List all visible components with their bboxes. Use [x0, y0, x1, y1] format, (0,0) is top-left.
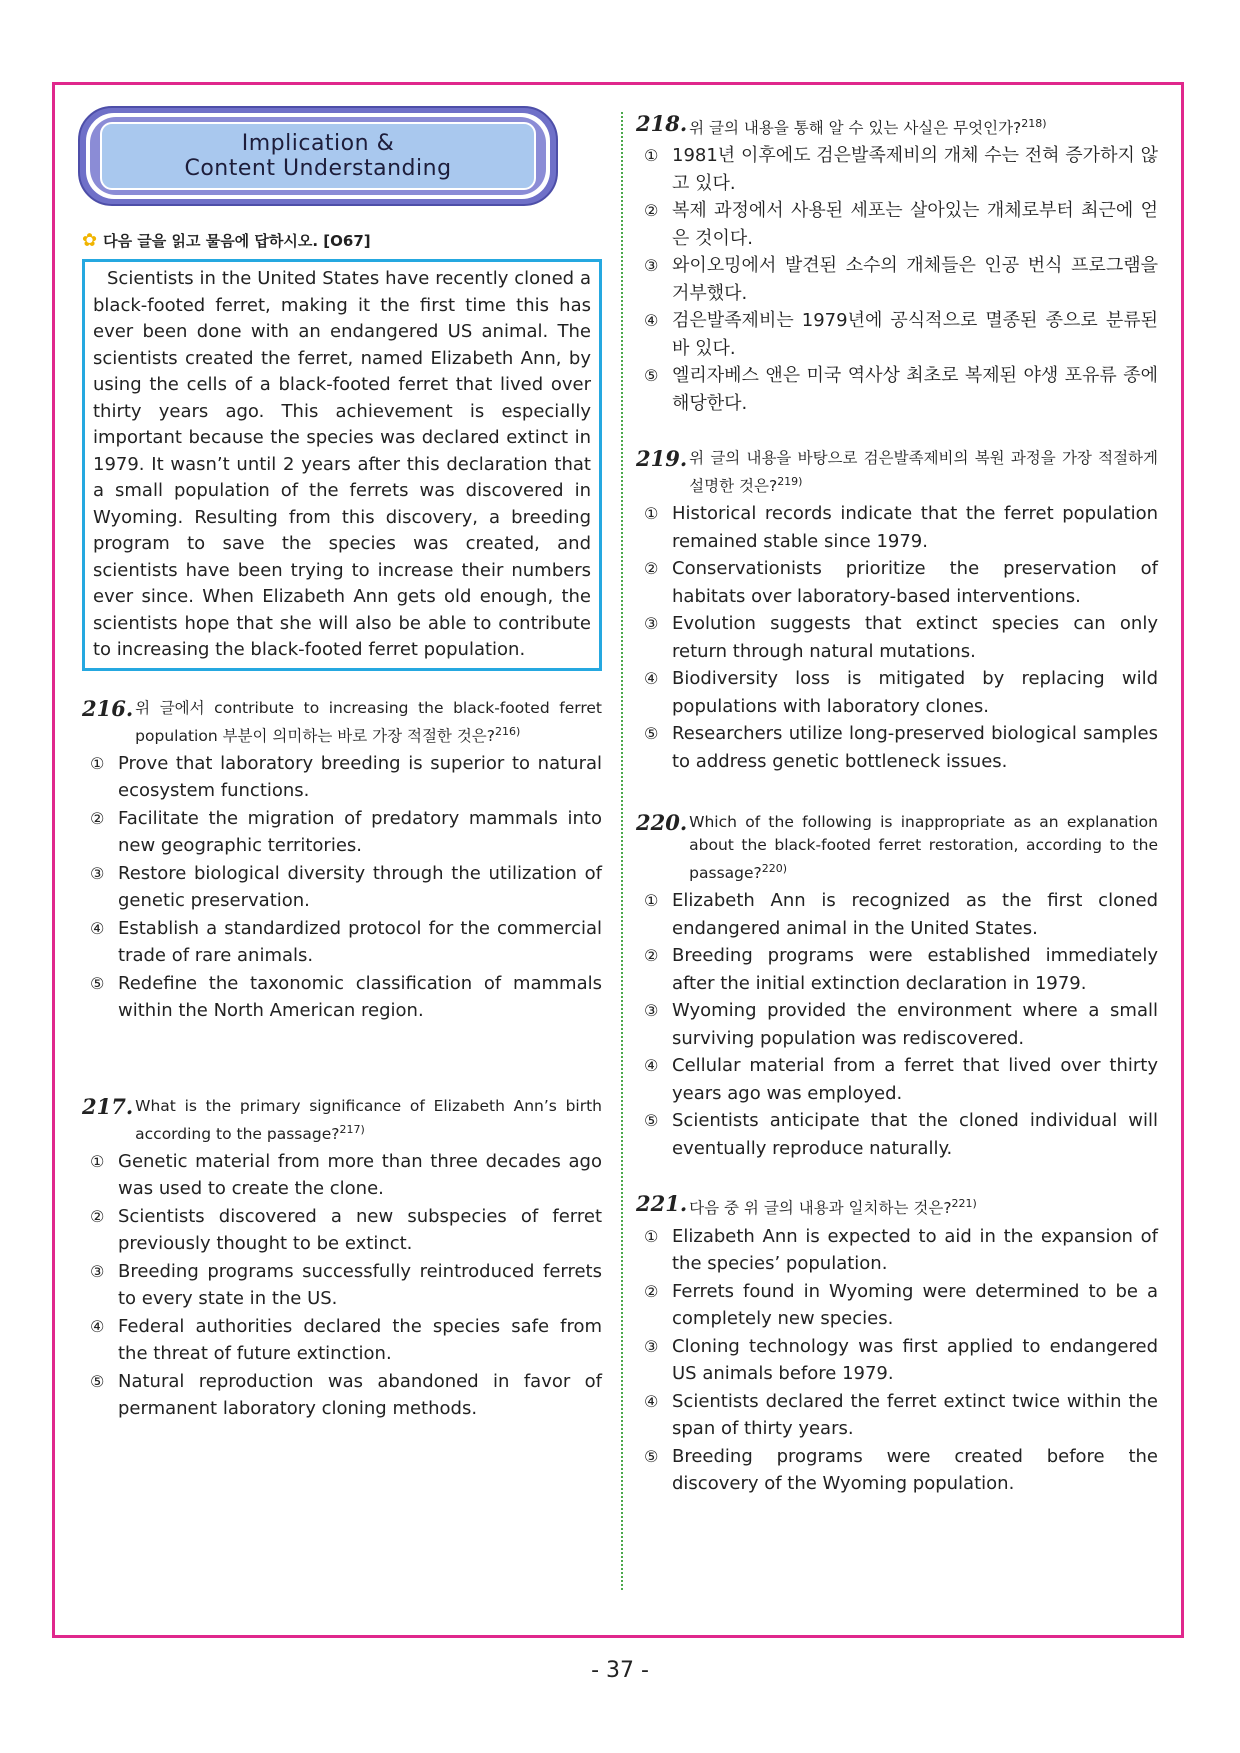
- option-3[interactable]: [82, 860, 602, 915]
- option-marker: ①: [644, 146, 659, 166]
- question-number: 219.: [636, 446, 688, 472]
- option-5[interactable]: [82, 970, 602, 1025]
- option-marker: ④: [644, 1391, 659, 1411]
- option-5[interactable]: [636, 362, 1158, 417]
- option-text: Establish a standardized protocol for the commercial trade of rare animals.: [118, 917, 602, 967]
- page-number: - 37 -: [591, 1658, 649, 1683]
- question-220: [636, 811, 1158, 1162]
- flower-icon: ✿: [82, 229, 98, 251]
- question-text: 위 글의 내용을 바탕으로 검은발족제비의 복원 과정을 가장 적절하게 설명한 것은?: [689, 449, 1158, 496]
- option-text: Scientists discovered a new subspecies of ferret previously thought to be extinct.: [118, 1205, 602, 1255]
- option-text: 와이오밍에서 발견된 소수의 개체들은 인공 번식 프로그램을 거부했다.: [672, 255, 1158, 304]
- option-marker: ⑤: [90, 973, 105, 993]
- option-text: Elizabeth Ann is expected to aid in the expansion of the species’ population.: [672, 1225, 1158, 1275]
- option-marker: ②: [644, 946, 659, 966]
- option-text: Prove that laboratory breeding is superior to natural ecosystem functions.: [118, 752, 602, 802]
- option-text: Conservationists prioritize the preservation of habitats over laboratory-based interventions.: [672, 558, 1158, 607]
- option-1[interactable]: [636, 500, 1158, 555]
- option-5[interactable]: [636, 1107, 1158, 1162]
- option-text: Scientists declared the ferret extinct twice within the span of thirty years.: [672, 1390, 1158, 1440]
- option-marker: ①: [90, 753, 105, 773]
- option-marker: ①: [90, 1151, 105, 1171]
- option-marker: ④: [90, 918, 105, 938]
- option-text: Ferrets found in Wyoming were determined to be a completely new species.: [672, 1280, 1158, 1330]
- option-marker: ③: [644, 1001, 659, 1021]
- option-marker: ④: [644, 669, 659, 689]
- option-4[interactable]: [82, 915, 602, 970]
- option-text: Biodiversity loss is mitigated by replacing wild populations with laboratory clones.: [672, 668, 1158, 717]
- option-marker: ④: [90, 1316, 105, 1336]
- option-text: Natural reproduction was abandoned in favor of permanent laboratory cloning methods.: [118, 1370, 602, 1420]
- question-217: [82, 1095, 602, 1423]
- option-text: Scientists anticipate that the cloned individual will eventually reproduce naturally.: [672, 1110, 1158, 1159]
- question-number: 221.: [636, 1191, 688, 1217]
- option-marker: ⑤: [644, 1446, 659, 1466]
- option-marker: ④: [644, 1056, 659, 1076]
- option-marker: ③: [644, 1336, 659, 1356]
- option-text: Cellular material from a ferret that lived over thirty years ago was employed.: [672, 1055, 1158, 1104]
- option-1[interactable]: [82, 1148, 602, 1203]
- option-marker: ③: [90, 1261, 105, 1281]
- option-text: 검은발족제비는 1979년에 공식적으로 멸종된 종으로 분류된 바 있다.: [672, 310, 1158, 359]
- option-2[interactable]: [636, 197, 1158, 252]
- option-text: Federal authorities declared the species safe from the threat of future extinction.: [118, 1315, 602, 1365]
- right-column: [636, 112, 1158, 1498]
- option-3[interactable]: [636, 610, 1158, 665]
- option-text: Cloning technology was first applied to endangered US animals before 1979.: [672, 1335, 1158, 1385]
- option-text: Facilitate the migration of predatory mammals into new geographic territories.: [118, 807, 602, 857]
- option-5[interactable]: [636, 1443, 1158, 1498]
- question-text: What is the primary significance of Elizabeth Ann’s birth according to the passage?: [135, 1096, 602, 1143]
- option-text: Breeding programs were established immediately after the initial extinction declaration in 1979.: [672, 945, 1158, 994]
- option-1[interactable]: [636, 142, 1158, 197]
- option-3[interactable]: [82, 1258, 602, 1313]
- option-marker: ②: [644, 559, 659, 579]
- option-text: Breeding programs were created before the discovery of the Wyoming population.: [672, 1445, 1158, 1495]
- option-text: Breeding programs successfully reintroduced ferrets to every state in the US.: [118, 1260, 602, 1310]
- footnote-ref: 219): [777, 475, 803, 489]
- option-marker: ①: [644, 891, 659, 911]
- option-4[interactable]: [636, 307, 1158, 362]
- option-1[interactable]: [82, 750, 602, 805]
- option-5[interactable]: [82, 1368, 602, 1423]
- option-2[interactable]: [636, 555, 1158, 610]
- option-marker: ③: [90, 863, 105, 883]
- option-text: Wyoming provided the environment where a small surviving population was rediscovered.: [672, 1000, 1158, 1049]
- option-1[interactable]: [636, 1223, 1158, 1278]
- option-text: Restore biological diversity through the utilization of genetic preservation.: [118, 862, 602, 912]
- question-text: Which of the following is inappropriate as an explanation about the black-footed ferret restoration, according to the passage?: [689, 813, 1158, 883]
- footnote-ref: 216): [495, 724, 521, 738]
- option-text: Elizabeth Ann is recognized as the first cloned endangered animal in the United States.: [672, 890, 1158, 939]
- option-marker: ⑤: [644, 366, 659, 386]
- option-2[interactable]: [636, 942, 1158, 997]
- left-column: [82, 106, 602, 1423]
- option-4[interactable]: [636, 1052, 1158, 1107]
- option-marker: ③: [644, 256, 659, 276]
- question-216: [82, 697, 602, 1025]
- option-text: Researchers utilize long-preserved biological samples to address genetic bottleneck issues.: [672, 723, 1158, 772]
- question-text: 다음 중 위 글의 내용과 일치하는 것은?: [689, 1199, 952, 1218]
- footnote-ref: 221): [951, 1197, 977, 1211]
- option-4[interactable]: [636, 1388, 1158, 1443]
- banner-title-line2: Content Understanding: [184, 156, 452, 181]
- option-marker: ⑤: [644, 1111, 659, 1131]
- option-2[interactable]: [82, 1203, 602, 1258]
- option-3[interactable]: [636, 252, 1158, 307]
- option-marker: ③: [644, 614, 659, 634]
- question-text: 위 글의 내용을 통해 알 수 있는 사실은 무엇인가?: [689, 119, 1022, 138]
- section-banner: [78, 106, 558, 208]
- option-1[interactable]: [636, 887, 1158, 942]
- option-text: 1981년 이후에도 검은발족제비의 개체 수는 전혀 증가하지 않고 있다.: [672, 145, 1158, 194]
- question-text: 위 글에서 contribute to increasing the black-footed ferret population 부분이 의미하는 바로 가장 적절한 것은?: [135, 698, 602, 745]
- option-5[interactable]: [636, 720, 1158, 775]
- footnote-ref: 218): [1021, 117, 1047, 130]
- column-divider: [621, 112, 623, 1590]
- question-number: 216.: [82, 695, 134, 721]
- option-2[interactable]: [636, 1278, 1158, 1333]
- option-text: Historical records indicate that the ferret population remained stable since 1979.: [672, 503, 1158, 552]
- option-3[interactable]: [636, 997, 1158, 1052]
- footnote-ref: 217): [339, 1122, 365, 1136]
- option-marker: ②: [644, 201, 659, 221]
- option-4[interactable]: [82, 1313, 602, 1368]
- option-marker: ⑤: [90, 1371, 105, 1391]
- option-marker: ②: [90, 808, 105, 828]
- option-text: Evolution suggests that extinct species can only return through natural mutations.: [672, 613, 1158, 662]
- passage-text: Scientists in the United States have recently cloned a black-footed ferret, making it the first time this has ever been done with an endangered US animal. The scientists created the ferret, named Elizabeth Ann, by using the cells of a black-footed ferret that lived over thirty years ago. This achievement is especially important because the species was declared extinct in 1979. It wasn’t until 2 years after this declaration that a small population of the ferrets was discovered in Wyoming. Resulting from this discovery, a breeding program to save the species was created, and scientists have been trying to increase their numbers ever since. When Elizabeth Ann gets old enough, the scientists hope that she will also be able to contribute to increasing the black-footed ferret population.: [93, 268, 591, 660]
- option-marker: ②: [644, 1281, 659, 1301]
- question-number: 218.: [636, 111, 688, 136]
- option-text: Genetic material from more than three decades ago was used to create the clone.: [118, 1150, 602, 1200]
- option-marker: ①: [644, 1226, 659, 1246]
- question-218: [636, 112, 1158, 417]
- question-number: 220.: [636, 810, 688, 836]
- banner-title-line1: Implication &: [241, 131, 395, 156]
- reading-passage: [82, 259, 602, 671]
- footnote-ref: 220): [761, 862, 788, 876]
- question-221: [636, 1192, 1158, 1497]
- instruction: [82, 230, 602, 251]
- option-text: 엘리자베스 앤은 미국 역사상 최초로 복제된 야생 포유류 종에 해당한다.: [672, 365, 1158, 414]
- option-text: Redefine the taxonomic classification of mammals within the North American region.: [118, 972, 602, 1022]
- instruction-text: 다음 글을 읽고 물음에 답하시오. [O67]: [103, 232, 371, 250]
- option-marker: ⑤: [644, 724, 659, 744]
- option-2[interactable]: [82, 805, 602, 860]
- option-3[interactable]: [636, 1333, 1158, 1388]
- option-marker: ④: [644, 311, 659, 331]
- question-219: [636, 447, 1158, 775]
- question-number: 217.: [82, 1093, 134, 1119]
- option-marker: ②: [90, 1206, 105, 1226]
- option-text: 복제 과정에서 사용된 세포는 살아있는 개체로부터 최근에 얻은 것이다.: [672, 200, 1158, 249]
- option-4[interactable]: [636, 665, 1158, 720]
- option-marker: ①: [644, 504, 659, 524]
